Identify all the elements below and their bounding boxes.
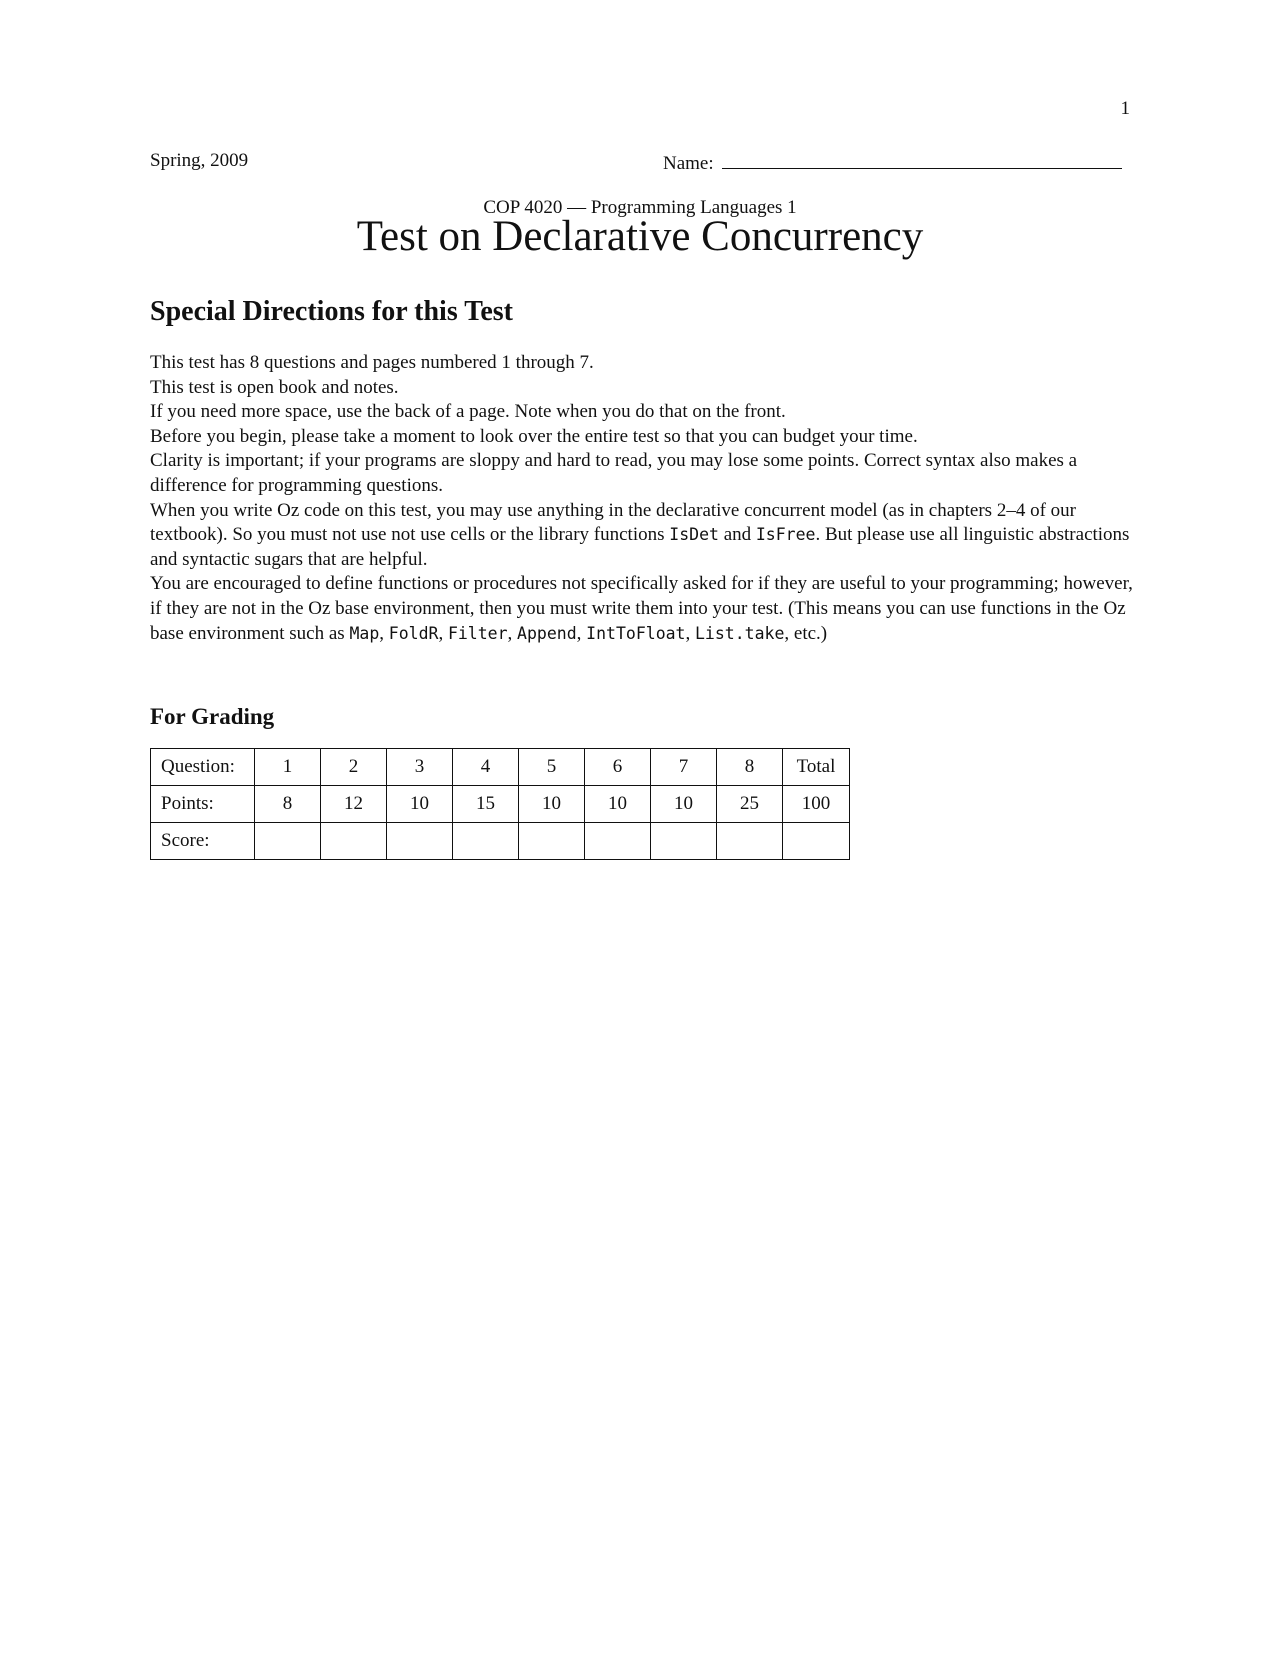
direction-line: Clarity is important; if your programs are sloppy and hard to read, you may lose some points. Correct syntax also makes a difference for programming questions. [150,450,1078,496]
points-total-cell: 100 [783,786,850,823]
points-cell: 12 [321,786,387,823]
separator: , [379,622,389,644]
question-cell: 2 [321,749,387,786]
separator: , [576,622,587,644]
separator: , [438,622,448,644]
direction-text: You are encouraged to define functions or procedures not specifically asked for if they are useful to your programming; however, if they are not in the Oz base environment, then you must write them into your test. (This means you can use functions in the Oz base environment such as [150,573,1133,644]
points-cell: 15 [453,786,519,823]
direction-text: , etc.) [784,622,828,644]
test-title: Test on Declarative Concurrency [356,213,924,260]
code-foldr: FoldR [388,623,439,643]
question-cell: 1 [255,749,321,786]
name-label: Name: [663,153,714,174]
question-cell: 8 [717,749,783,786]
code-list-take: List.take [695,623,785,643]
points-cell: 8 [255,786,321,823]
page-number: 1 [1120,98,1130,119]
directions-heading: Special Directions for this Test [150,296,513,327]
course-title: COP 4020 — Programming Languages 1 [483,197,797,218]
question-cell: 7 [651,749,717,786]
points-cell: 25 [717,786,783,823]
points-cell: 10 [585,786,651,823]
code-inttofloat: IntToFloat [586,623,686,643]
score-cell[interactable] [585,823,651,860]
score-cell[interactable] [453,823,519,860]
name-field [663,150,1122,175]
question-label: Question: [151,749,255,786]
question-row [151,749,850,786]
code-isfree: IsFree [755,525,816,545]
direction-line: This test is open book and notes. [150,376,399,398]
code-filter: Filter [447,623,508,643]
grading-table [150,748,850,860]
points-row [151,786,850,823]
question-cell: 6 [585,749,651,786]
score-cell[interactable] [387,823,453,860]
score-cell[interactable] [519,823,585,860]
points-label: Points: [151,786,255,823]
direction-text: . But please use all linguistic abstractions and syntactic sugars that are helpful. [150,524,1130,570]
direction-line: If you need more space, use the back of a page. Note when you do that on the front. [150,401,786,423]
points-cell: 10 [519,786,585,823]
grading-heading: For Grading [150,704,275,729]
directions-body [150,351,1140,646]
semester-label: Spring, 2009 [150,150,249,171]
points-cell: 10 [387,786,453,823]
score-cell[interactable] [717,823,783,860]
score-row [151,823,850,860]
score-total-cell[interactable] [783,823,850,860]
code-append: Append [517,623,577,643]
question-cell: 3 [387,749,453,786]
code-map: Map [349,623,380,643]
direction-line: This test has 8 questions and pages numbered 1 through 7. [150,352,594,373]
direction-text: When you write Oz code on this test, you may use anything in the declarative concurrent model (as in chapters 2–4 of our textbook). So you must not use not use cells or the library functions [150,499,1076,546]
question-cell: 4 [453,749,519,786]
separator: , [507,622,518,644]
code-isdet: IsDet [669,525,719,545]
score-cell[interactable] [255,823,321,860]
direction-line: Before you begin, please take a moment to look over the entire test so that you can budget your time. [150,425,918,447]
direction-paragraph-oz-code [150,499,1140,573]
direction-text: and [718,524,756,546]
separator: , [685,622,695,644]
header-row [150,150,1130,178]
name-blank-line[interactable] [722,150,1122,169]
question-total-cell: Total [783,749,850,786]
direction-paragraph-functions [150,572,1140,646]
question-cell: 5 [519,749,585,786]
score-cell[interactable] [321,823,387,860]
score-cell[interactable] [651,823,717,860]
score-label: Score: [151,823,255,860]
points-cell: 10 [651,786,717,823]
